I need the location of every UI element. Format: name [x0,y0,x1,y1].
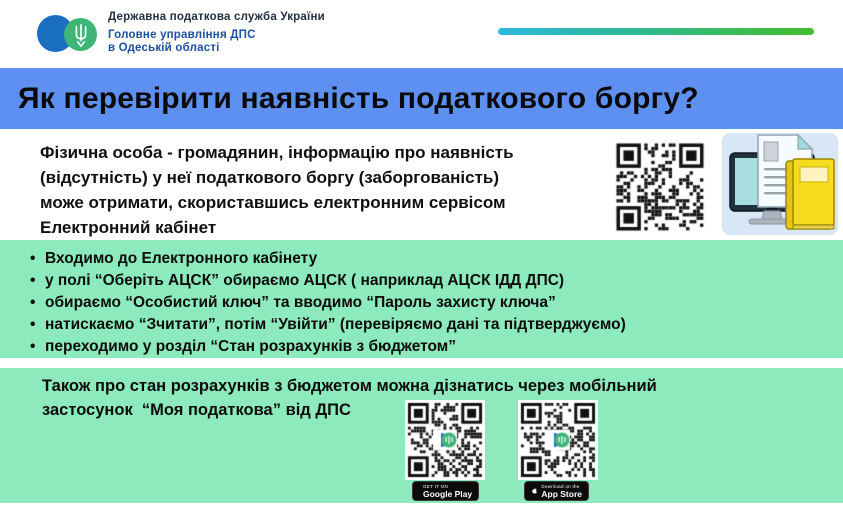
badge-top-label: Download on the [541,483,580,489]
org-name-line2: Головне управління ДПС [108,29,256,41]
intro-line: Електронний кабінет [40,218,217,237]
badge-top-label: GET IT ON [423,483,449,489]
google-play-badge[interactable] [412,481,479,501]
title-banner [0,68,843,129]
intro-section [0,129,843,240]
qr-code-electronic-cabinet [613,140,707,234]
dps-logo-trident-icon [64,18,97,51]
step-item: • у полі “Оберіть АЦСК” обираємо АЦСК ( наприклад АЦСК ІДД ДПС) [30,270,843,292]
header [0,0,843,68]
org-name-line1: Державна податкова служба України [108,11,325,23]
mobile-app-section [0,368,843,503]
org-name-line3: в Одеській області [108,42,220,54]
decorative-gradient-line [498,28,814,35]
step-item: • натискаємо “Зчитати”, потім “Увійти” (перевіряємо дані та підтверджуємо) [30,314,843,336]
qr-code-app-store [518,400,598,480]
steps-list [0,240,843,358]
app-store-badge[interactable] [524,481,589,501]
page-title: Як перевірити наявність податкового боргу? [18,81,699,115]
mobile-app-line: застосунок “Моя податкова” від ДПС [42,401,351,419]
computer-with-document-and-book-illustration [722,133,838,235]
apple-icon [531,485,537,497]
steps-section [0,240,843,358]
step-item: • переходимо у розділ “Стан розрахунків з бюджетом” [30,336,843,358]
intro-line: Фізична особа - громадянин, інформацію про наявність [40,143,514,162]
qr-code-google-play [405,400,485,480]
step-item: • Входимо до Електронного кабінету [30,248,843,270]
footer-strip [0,503,843,517]
org-name-block [108,11,325,55]
intro-line: (відсутність) у неї податкового боргу (заборгованість) [40,168,500,187]
step-item: • обираємо “Особистий ключ” та вводимо “Пароль захисту ключа” [30,292,843,314]
intro-line: може отримати, скориставшись електронним сервісом [40,193,506,212]
badge-store-label: App Store [541,488,582,499]
intro-paragraph [40,140,514,240]
badge-store-label: Google Play [423,488,473,499]
mobile-app-line: Також про стан розрахунків з бюджетом можна дізнатись через мобільний [42,377,657,395]
